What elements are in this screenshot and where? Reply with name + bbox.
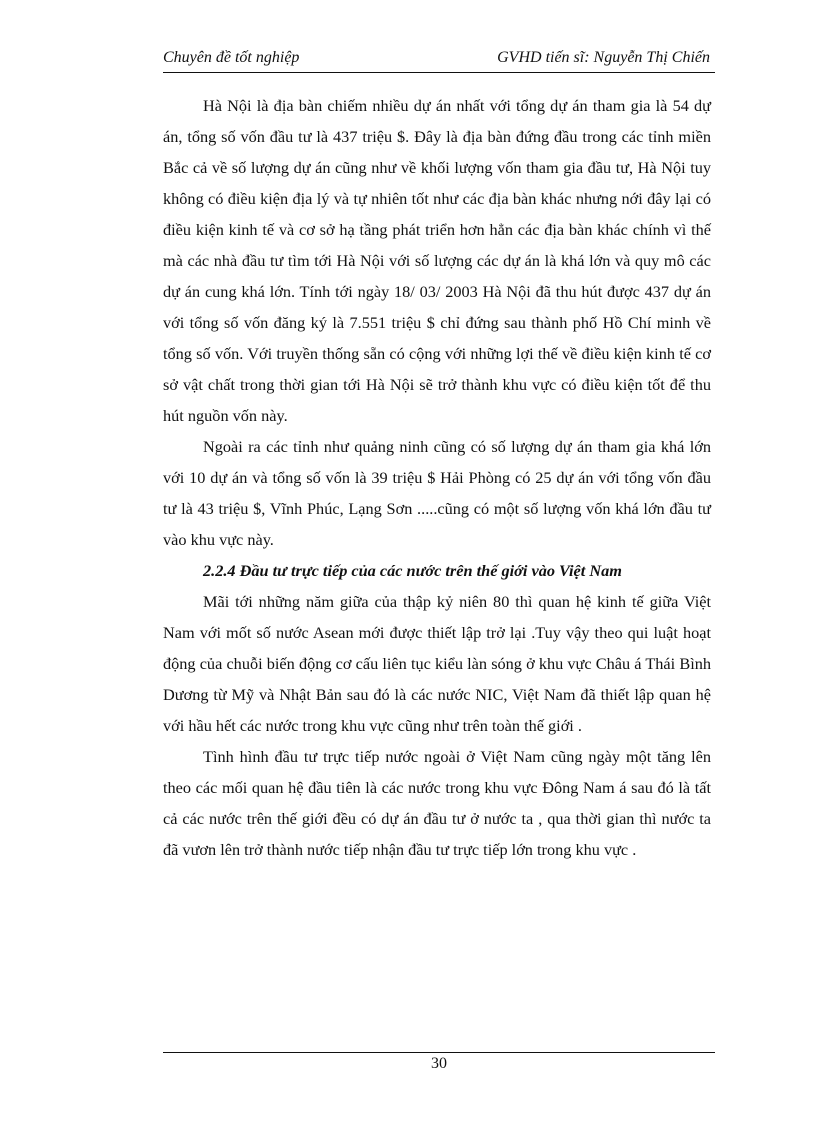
- paragraph-other-provinces: Ngoài ra các tỉnh như quảng ninh cũng có số lượng dự án tham gia khá lớn với 10 dự án và tổng số vốn là 39 triệu $ Hải Phòng có 25 dự án với tổng vốn đầu tư là 43 triệu $, Vĩnh Phúc, Lạng Sơn .....cũng có một số lượng vốn khá lớn đầu tư vào khu vực này.: [163, 437, 711, 549]
- page-number: 30: [431, 1055, 447, 1072]
- header-supervisor: GVHD tiến sĩ: Nguyễn Thị Chiến: [497, 49, 710, 66]
- header-thesis-title: Chuyên đề tốt nghiệp: [163, 49, 300, 66]
- footer-divider: [163, 1052, 715, 1053]
- page-header: [163, 48, 715, 73]
- paragraph-fdi-situation: Tình hình đầu tư trực tiếp nước ngoài ở Việt Nam cũng ngày một tăng lên theo các mối quan hệ đầu tiên là các nước trong khu vực Đông Nam á sau đó là tất cả các nước trên thế giới đều có dự án đầu tư ở nước ta , qua thời gian thì nước ta đã vươn lên trở thành nước tiếp nhận đầu tư trực tiếp lớn trong khu vực .: [163, 747, 711, 859]
- page-body: [163, 90, 711, 865]
- section-heading: 2.2.4 Đầu tư trực tiếp của các nước trên thế giới vào Việt Nam: [203, 561, 622, 580]
- paragraph-hanoi: Hà Nội là địa bàn chiếm nhiều dự án nhất với tổng dự án tham gia là 54 dự án, tổng số vốn đầu tư là 437 triệu $. Đây là địa bàn đứng đầu trong các tỉnh miền Bắc cả về số lượng dự án cũng như về khối lượng vốn tham gia đầu tư, Hà Nội tuy không có điều kiện địa lý và tự nhiên tốt như các địa bàn khác nhưng nới đây lại có điều kiện kinh tế và cơ sở hạ tầng phát triển hơn hẳn các địa bàn khác chính vì thế mà các nhà đầu tư tìm tới Hà Nội với số lượng các dự án là khá lớn và quy mô các dự án cung khá lớn. Tính tới ngày 18/ 03/ 2003 Hà Nội đã thu hút được 437 dự án với tổng số vốn đăng ký là 7.551 triệu $ chỉ đứng sau thành phố Hồ Chí minh về tổng số vốn. Với truyền thống sẵn có cộng với những lợi thế về điều kiện kinh tế cơ sở vật chất trong thời gian tới Hà Nội sẽ trở thành khu vực có điều kiện tốt để thu hút nguồn vốn này.: [163, 96, 711, 425]
- paragraph-asean-relations: Mãi tới những năm giữa của thập kỷ niên 80 thì quan hệ kinh tế giữa Việt Nam với mốt số nước Asean mới được thiết lập trở lại .Tuy vậy theo qui luật hoạt động của chuỗi biến động cơ cấu liên tục kiểu làn sóng ở khu vực Châu á Thái Bình Dương từ Mỹ và Nhật Bản sau đó là các nước NIC, Việt Nam đã thiết lập quan hệ với hầu hết các nước trong khu vực cũng như trên toàn thế giới .: [163, 592, 711, 735]
